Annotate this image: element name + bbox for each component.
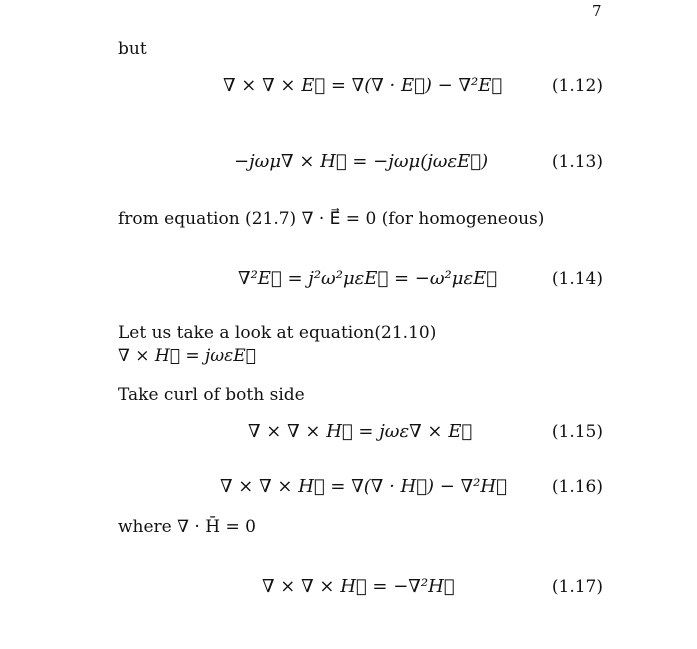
- text-but: but: [118, 39, 147, 59]
- text-where-div-h-zero: where ∇ · H̄ = 0: [118, 517, 256, 537]
- equation-number: (1.17): [551, 577, 603, 597]
- equation-expression: ∇²E⃗ = j²ω²μεE⃗ = −ω²μεE⃗: [238, 268, 498, 289]
- page-number: 7: [592, 2, 602, 20]
- equation-number: (1.14): [551, 269, 603, 289]
- equation-1-14: [118, 265, 603, 293]
- equation-expression: −jωμ∇ × H⃗ = −jωμ(jωεE⃗): [234, 151, 489, 172]
- equation-number: (1.12): [551, 76, 603, 96]
- text-curl-h-relation: ∇ × H⃗ = jωεE⃗: [118, 346, 256, 366]
- equation-1-16: [118, 473, 603, 501]
- equation-1-17: [118, 573, 603, 601]
- equation-1-12: [118, 72, 603, 100]
- text-look-at-equation: Let us take a look at equation(21.10): [118, 323, 437, 343]
- text-from-equation: from equation (21.7) ∇ · E⃗ = 0 (for homogeneous): [118, 209, 545, 229]
- equation-number: (1.13): [551, 152, 603, 172]
- equation-1-13: [118, 148, 603, 176]
- equation-expression: ∇ × ∇ × E⃗ = ∇(∇ · E⃗) − ∇²E⃗: [223, 75, 503, 96]
- equation-expression: ∇ × ∇ × H⃗ = jωε∇ × E⃗: [248, 421, 473, 442]
- equation-expression: ∇ × ∇ × H⃗ = −∇²H⃗: [262, 576, 455, 597]
- equation-expression: ∇ × ∇ × H⃗ = ∇(∇ · H⃗) − ∇²H⃗: [220, 476, 507, 497]
- equation-number: (1.15): [551, 422, 603, 442]
- equation-1-15: [118, 418, 603, 446]
- text-take-curl: Take curl of both side: [118, 385, 305, 405]
- equation-number: (1.16): [551, 477, 603, 497]
